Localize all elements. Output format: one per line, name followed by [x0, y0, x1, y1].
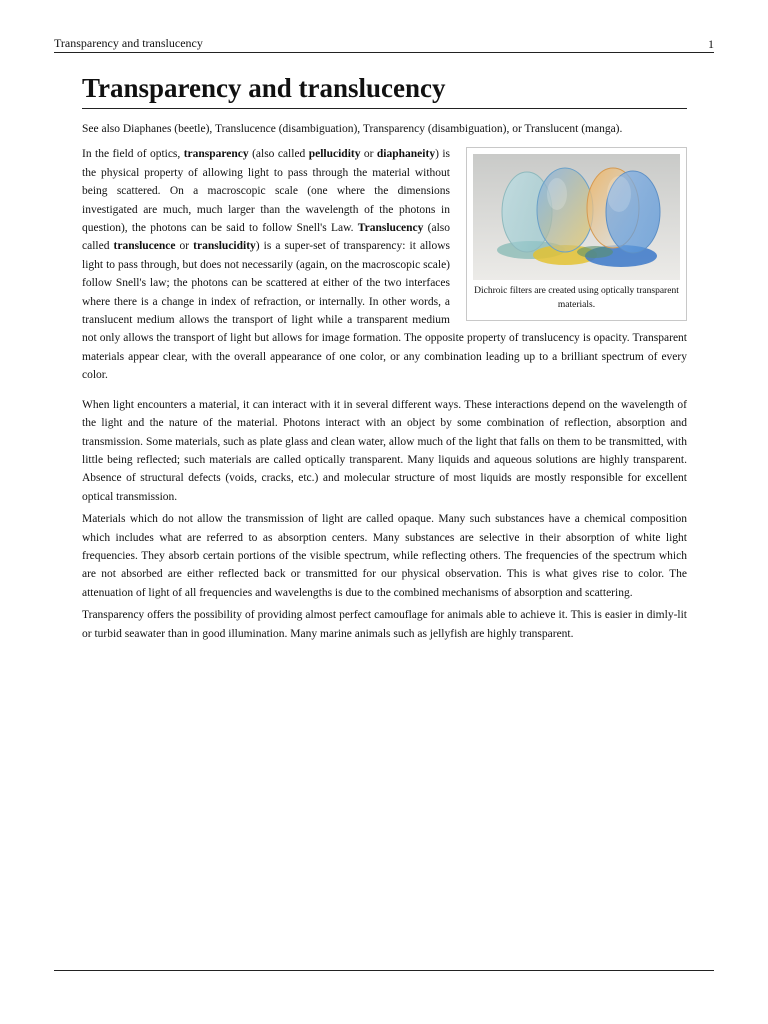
term-translucence: translucence — [113, 240, 176, 253]
term-translucidity: translucidity — [193, 240, 256, 253]
text-run: In the field of optics, — [82, 148, 184, 161]
term-transparency: transparency — [183, 148, 249, 161]
see-also-note: See also Diaphanes (beetle), Translucence (disambiguation), Transparency (disambiguation), or Translucent (manga). — [82, 123, 623, 135]
figure-caption: Dichroic filters are created using optically transparent materials. — [474, 286, 679, 311]
dichroic-filters-image — [473, 154, 680, 280]
camouflage-paragraph: Transparency offers the possibility of providing almost perfect camouflage for animals able to achieve it. This is easier in dimly-lit or turbid seawater than in good illumination. Many marine animals such as jellyfish are highly transparent. — [82, 609, 687, 640]
intro-paragraph — [82, 145, 687, 384]
term-translucency: Translucency — [357, 222, 424, 235]
article — [82, 72, 687, 643]
term-pellucidity: pellucidity — [308, 148, 361, 161]
footer-rule — [54, 970, 714, 971]
page-number: 1 — [708, 37, 714, 51]
text-run: or — [360, 148, 377, 161]
text-run: ) is a super-set of transparency: it allows light to pass through, but does not necessarily (again, on the macroscopic scale) follow Snell's law; the photons can be scattered at either of the two interfaces where there is a change in index of refraction, or internally. In other words, a translucent medium allows the transport of light while a transparent medium not only allows the transport of light but allows for image formation. The opposite property of translucency is opacity. Transparent materials appear clear, with the overall appearance of one color, or any combination leading up to a brilliant spectrum of every color. — [82, 240, 687, 382]
opacity-paragraph: Materials which do not allow the transmission of light are called opaque. Many such substances have a chemical composition which includes what are referred to as absorption centers. Many substances are selective in their absorption of white light frequencies. They absorb certain portions of the visible spectrum, while reflecting others. The frequencies of the spectrum which are not absorbed are either reflected back or transmitted for our physical observation. This is what gives rise to color. The attenuation of light of all frequencies and wavelengths is due to the combined mechanisms of absorption and scattering. — [82, 513, 687, 599]
figure-dichroic-filters — [466, 147, 687, 321]
text-run: (also called — [82, 222, 451, 253]
header-title: Transparency and translucency — [54, 36, 203, 50]
interaction-paragraph: When light encounters a material, it can interact with it in several different ways. These interactions depend on the wavelength of the light and the nature of the material. Photons interact with an object by some combination of reflection, absorption and transmission. Some materials, such as plate glass and clean water, allow much of the light that falls on them to be transmitted, with little being reflected; such materials are called optically transparent. Many liquids and aqueous solutions are highly transparent. Absence of structural defects (voids, cracks, etc.) and molecular structure of most liquids are mostly responsible for excellent optical transmission. — [82, 398, 687, 503]
text-run: (also called — [248, 148, 309, 161]
term-diaphaneity: diaphaneity — [376, 148, 436, 161]
text-run: ) is the physical property of allowing light to pass through the material without being scattered. On a macroscopic scale (one where the dimensions investigated are much, much larger than the wavelength of the photons in question), the photons can be said to follow Snell's Law. — [82, 148, 450, 235]
page-title: Transparency and translucency — [82, 72, 687, 109]
running-header — [54, 36, 714, 53]
text-run: or — [175, 240, 194, 253]
